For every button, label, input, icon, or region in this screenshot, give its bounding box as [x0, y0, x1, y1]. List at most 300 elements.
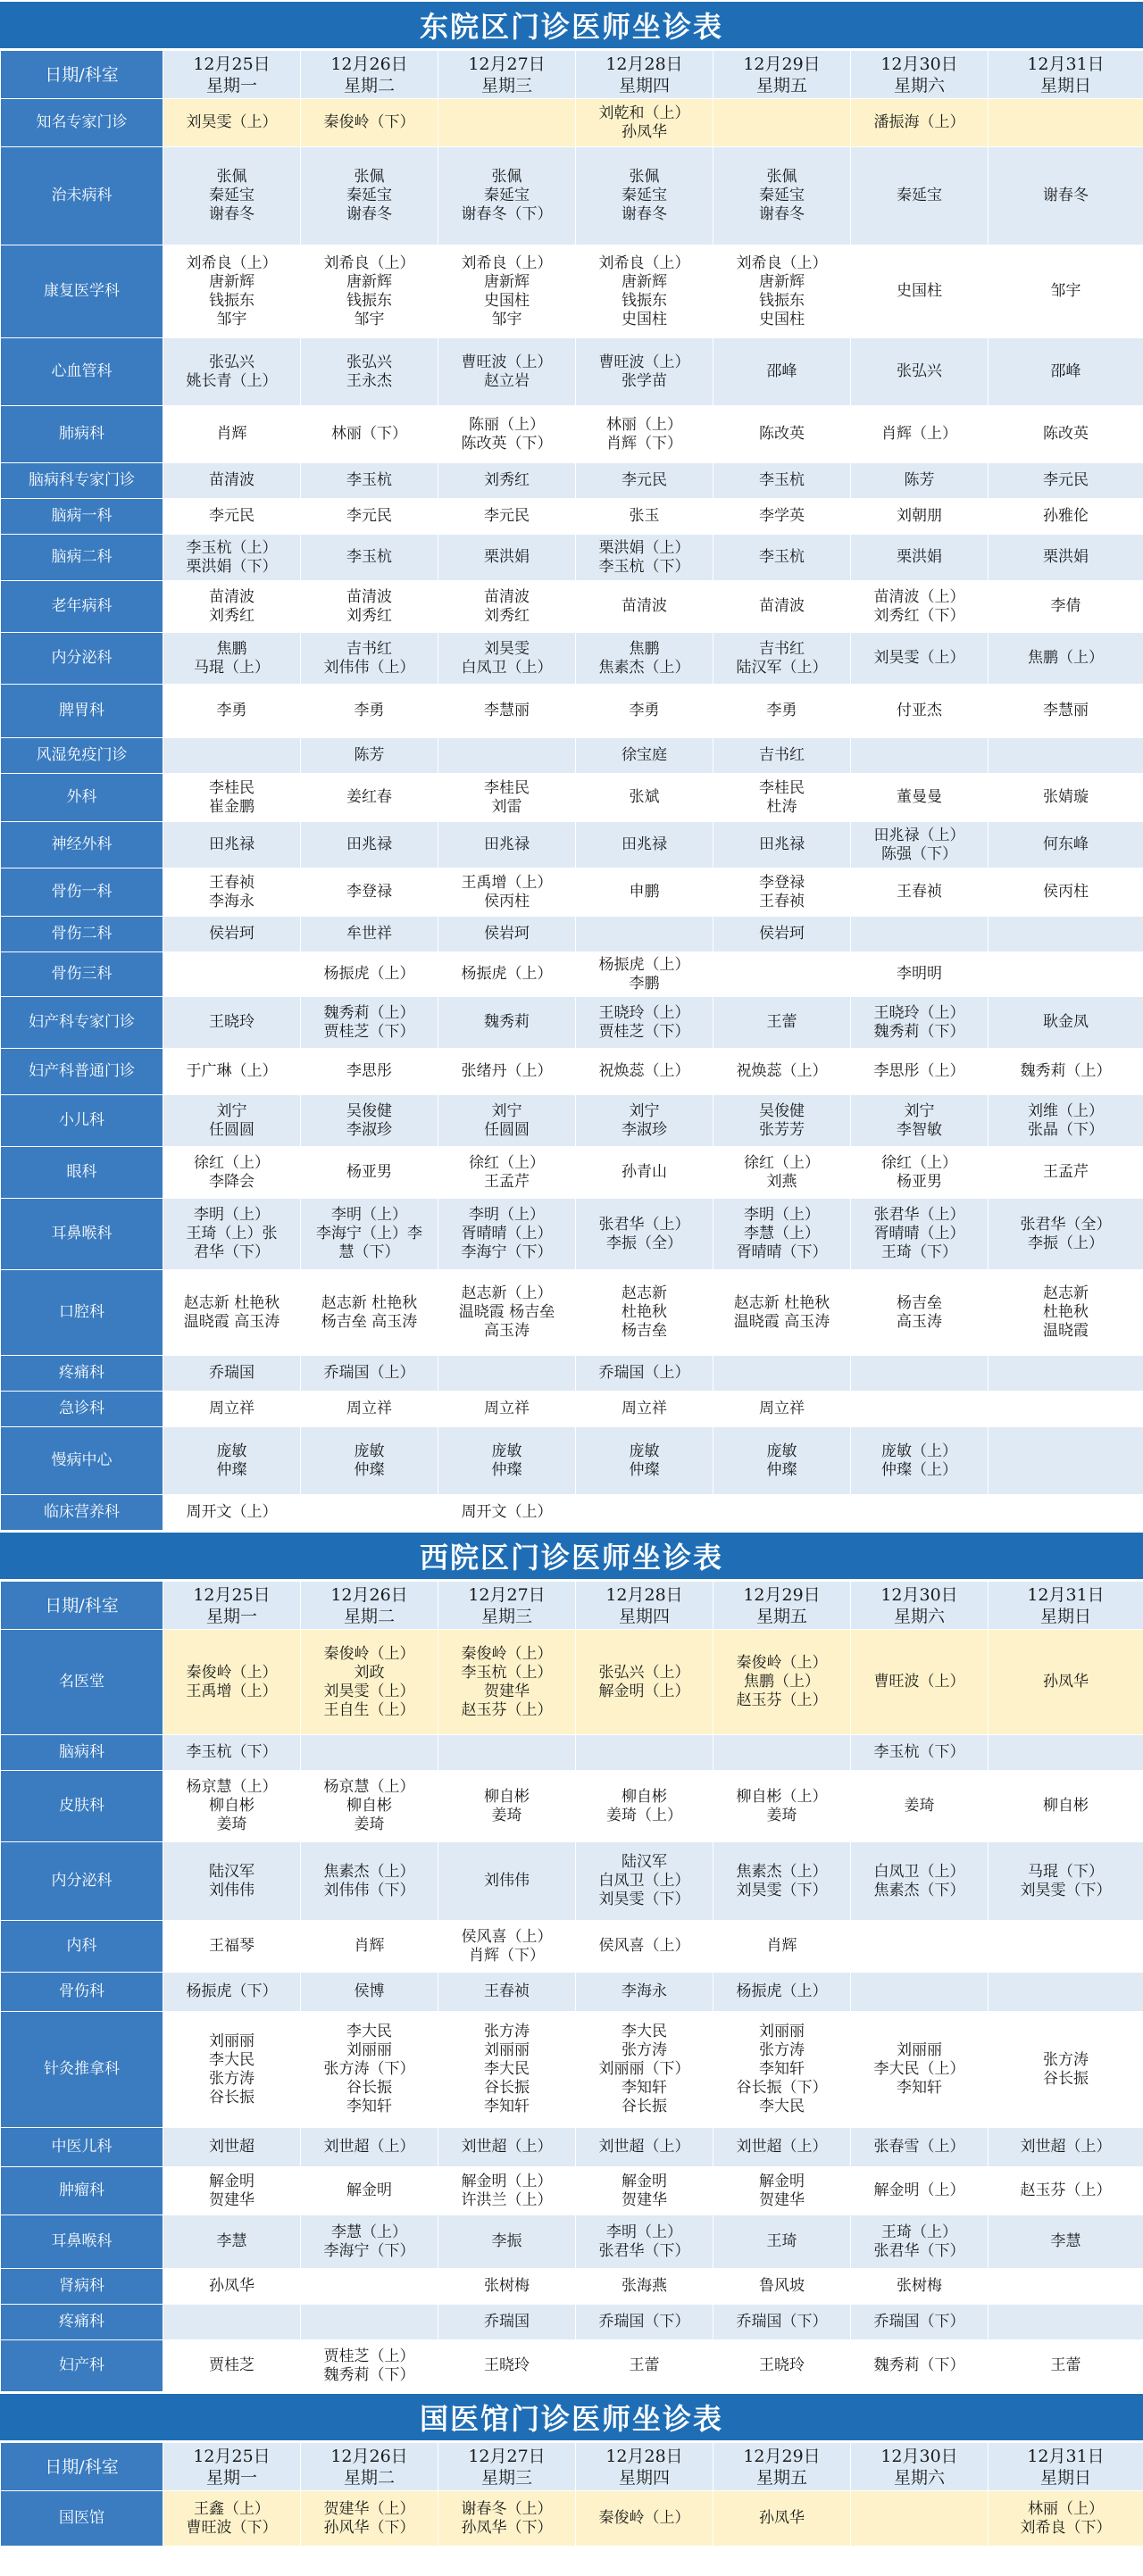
doctor-cell: 张玉: [576, 499, 713, 535]
doctor-cell: 刘希良（上） 唐新辉 钱振东 史国柱: [713, 245, 851, 338]
doctor-cell: 杨振虎（下）: [163, 1973, 301, 2012]
department-label: 妇产科普通门诊: [1, 1049, 163, 1095]
doctor-cell: 刘希良（上） 唐新辉 钱振东 史国柱: [576, 245, 713, 338]
doctor-cell: 刘希良（上） 唐新辉 钱振东 邹宇: [301, 245, 438, 338]
doctor-cell: 王春祯: [438, 1973, 576, 2012]
doctor-cell: 陈改英: [989, 406, 1143, 463]
doctor-cell: 孙凤华: [989, 1630, 1143, 1735]
doctor-cell: 刘希良（上） 唐新辉 史国柱 邹宇: [438, 245, 576, 338]
doctor-cell: 邵峰: [713, 338, 851, 406]
doctor-cell: 侯岩珂: [713, 917, 851, 952]
doctor-cell: 陈改英: [713, 406, 851, 463]
department-label: 小儿科: [1, 1095, 163, 1147]
doctor-cell: 孙青山: [576, 1147, 713, 1199]
doctor-cell: 祝焕蕊（上）: [576, 1049, 713, 1095]
doctor-cell: 李明（上） 李海宁（上）李 慧（下）: [301, 1199, 438, 1270]
department-label: 口腔科: [1, 1270, 163, 1356]
department-label: 眼科: [1, 1147, 163, 1199]
day-header: 12月29日 星期五: [713, 2443, 851, 2491]
doctor-cell: 李慧丽: [438, 685, 576, 738]
day-header: 12月26日 星期二: [301, 51, 438, 99]
table-row: [1, 2491, 1143, 2547]
header-row: [1, 2443, 1143, 2491]
doctor-cell: 解金明（上） 许洪兰（上）: [438, 2167, 576, 2215]
doctor-cell: 张君华（全） 李振（上）: [989, 1199, 1143, 1270]
doctor-cell: [851, 1495, 989, 1531]
table-row: [1, 2215, 1143, 2269]
doctor-cell: 周立祥: [713, 1392, 851, 1427]
doctor-cell: 田兆禄: [713, 822, 851, 868]
department-label: 针灸推拿科: [1, 2012, 163, 2128]
doctor-cell: 林丽（下）: [301, 406, 438, 463]
department-label: 脑病一科: [1, 499, 163, 535]
table-row: [1, 738, 1143, 774]
doctor-cell: 孙雅伦: [989, 499, 1143, 535]
doctor-cell: 李元民: [989, 463, 1143, 499]
department-label: 名医堂: [1, 1630, 163, 1735]
doctor-cell: 田兆禄: [576, 822, 713, 868]
department-label: 慢病中心: [1, 1427, 163, 1495]
doctor-cell: 刘昊雯（上）: [851, 633, 989, 685]
department-label: 骨伤三科: [1, 952, 163, 997]
doctor-cell: 耿金凤: [989, 997, 1143, 1049]
day-header: 12月29日 星期五: [713, 51, 851, 99]
department-label: 内科: [1, 1921, 163, 1973]
doctor-cell: 田兆禄（上） 陈强（下）: [851, 822, 989, 868]
doctor-cell: 曹旺波（上）: [851, 1630, 989, 1735]
doctor-cell: 董曼曼: [851, 774, 989, 822]
doctor-cell: 赵志新 杜艳秋 温晓霞 高玉涛: [163, 1270, 301, 1356]
doctor-cell: 张佩 秦延宝 谢春冬（下）: [438, 147, 576, 245]
doctor-cell: 李慧（上） 李海宁（下）: [301, 2215, 438, 2269]
doctor-cell: 吴俊健 李淑珍: [301, 1095, 438, 1147]
doctor-cell: 解金明 贺建华: [576, 2167, 713, 2215]
department-label: 脑病科: [1, 1735, 163, 1771]
doctor-cell: 陆汉军 刘伟伟: [163, 1842, 301, 1921]
doctor-cell: 王鑫（上） 曹旺波（下）: [163, 2491, 301, 2547]
department-label: 妇产科专家门诊: [1, 997, 163, 1049]
table-row: [1, 147, 1143, 245]
doctor-cell: 徐宝庭: [576, 738, 713, 774]
table-row: [1, 774, 1143, 822]
doctor-cell: 庞敏 仲璨: [301, 1427, 438, 1495]
doctor-cell: 张方涛 谷长振: [989, 2012, 1143, 2128]
day-header: 12月28日 星期四: [576, 2443, 713, 2491]
doctor-cell: 陈芳: [301, 738, 438, 774]
doctor-cell: 潘振海（上）: [851, 99, 989, 147]
day-header: 12月25日 星期一: [163, 1582, 301, 1630]
day-header: 12月30日 星期六: [851, 2443, 989, 2491]
doctor-cell: 侯风喜（上） 肖辉（下）: [438, 1921, 576, 1973]
doctor-cell: 赵玉芬（上）: [989, 2167, 1143, 2215]
header-label: 日期/科室: [1, 2443, 163, 2491]
table-row: [1, 1147, 1143, 1199]
doctor-cell: 魏秀莉: [438, 997, 576, 1049]
doctor-cell: 白凤卫（上） 焦素杰（下）: [851, 1842, 989, 1921]
doctor-cell: 刘秀红: [438, 463, 576, 499]
doctor-cell: 周立祥: [163, 1392, 301, 1427]
doctor-cell: 李玉杭（下）: [851, 1735, 989, 1771]
doctor-cell: 杨振虎（上）: [713, 1973, 851, 2012]
doctor-cell: 贾桂芝: [163, 2340, 301, 2392]
doctor-cell: [989, 1973, 1143, 2012]
department-label: 康复医学科: [1, 245, 163, 338]
doctor-cell: 乔瑞国（下）: [576, 2305, 713, 2340]
department-label: 脑病二科: [1, 535, 163, 581]
department-label: 肺病科: [1, 406, 163, 463]
table-row: [1, 1199, 1143, 1270]
doctor-cell: [438, 99, 576, 147]
doctor-cell: 刘世超（上）: [989, 2128, 1143, 2167]
doctor-cell: 王蕾: [576, 2340, 713, 2392]
doctor-cell: 徐红（上） 刘燕: [713, 1147, 851, 1199]
header-row: [1, 51, 1143, 99]
doctor-cell: 肖辉: [163, 406, 301, 463]
doctor-cell: 吴俊健 张芳芳: [713, 1095, 851, 1147]
doctor-cell: 肖辉（上）: [851, 406, 989, 463]
table-row: [1, 822, 1143, 868]
doctor-cell: 周立祥: [576, 1392, 713, 1427]
doctor-cell: 刘伟伟: [438, 1842, 576, 1921]
doctor-cell: 杨亚男: [301, 1147, 438, 1199]
doctor-cell: 张树梅: [851, 2269, 989, 2305]
doctor-cell: 刘世超（上）: [576, 2128, 713, 2167]
doctor-cell: 刘宁 任圆圆: [438, 1095, 576, 1147]
table-row: [1, 868, 1143, 917]
doctor-cell: 李大民 张方涛 刘丽丽（下） 李知轩 谷长振: [576, 2012, 713, 2128]
doctor-cell: 李大民 刘丽丽 张方涛（下） 谷长振 李知轩: [301, 2012, 438, 2128]
department-label: 骨伤一科: [1, 868, 163, 917]
doctor-cell: 牟世祥: [301, 917, 438, 952]
doctor-cell: 焦鹏 焦素杰（上）: [576, 633, 713, 685]
doctor-cell: 孙凤华: [713, 2491, 851, 2547]
doctor-cell: 王禹增（上） 侯丙柱: [438, 868, 576, 917]
doctor-cell: 秦俊岭（上） 李玉杭（上） 贺建华 赵玉芬（上）: [438, 1630, 576, 1735]
doctor-cell: 申鹏: [576, 868, 713, 917]
table-row: [1, 1921, 1143, 1973]
doctor-cell: 刘宁 李智敏: [851, 1095, 989, 1147]
table-row: [1, 1771, 1143, 1842]
doctor-cell: 田兆禄: [301, 822, 438, 868]
doctor-cell: 赵志新 杜艳秋 温晓霞: [989, 1270, 1143, 1356]
doctor-cell: 姜红春: [301, 774, 438, 822]
doctor-cell: 李明（上） 王琦（上）张 君华（下）: [163, 1199, 301, 1270]
department-label: 妇产科: [1, 2340, 163, 2392]
doctor-cell: 乔瑞国: [438, 2305, 576, 2340]
department-label: 心血管科: [1, 338, 163, 406]
doctor-cell: 田兆禄: [438, 822, 576, 868]
doctor-cell: 王孟芹: [989, 1147, 1143, 1199]
doctor-cell: 刘朝朋: [851, 499, 989, 535]
doctor-cell: 侯丙柱: [989, 868, 1143, 917]
doctor-cell: 王春祯: [851, 868, 989, 917]
doctor-cell: 张佩 秦延宝 谢春冬: [301, 147, 438, 245]
table-row: [1, 581, 1143, 633]
doctor-cell: 李慧: [163, 2215, 301, 2269]
table-row: [1, 1095, 1143, 1147]
doctor-cell: 李登禄: [301, 868, 438, 917]
doctor-cell: 王福琴: [163, 1921, 301, 1973]
doctor-cell: 吉书红 刘伟伟（上）: [301, 633, 438, 685]
doctor-cell: 乔瑞国: [163, 1356, 301, 1392]
day-header: 12月27日 星期三: [438, 2443, 576, 2491]
doctor-cell: 贺建华（上） 孙风华（下）: [301, 2491, 438, 2547]
table-row: [1, 2340, 1143, 2392]
doctor-cell: 栗洪娟: [851, 535, 989, 581]
doctor-cell: 王春祯 李海永: [163, 868, 301, 917]
doctor-cell: 李元民: [438, 499, 576, 535]
doctor-cell: 刘昊雯（上）: [163, 99, 301, 147]
doctor-cell: 李勇: [301, 685, 438, 738]
guoyiguan-section: [0, 2392, 1143, 2547]
table-row: [1, 2167, 1143, 2215]
day-header: 12月26日 星期二: [301, 1582, 438, 1630]
day-header: 12月31日 星期日: [989, 51, 1143, 99]
doctor-cell: 杨振虎（上）: [301, 952, 438, 997]
doctor-cell: 张君华（上） 胥晴晴（上） 王琦（下）: [851, 1199, 989, 1270]
table-row: [1, 2269, 1143, 2305]
header-row: [1, 1582, 1143, 1630]
doctor-cell: 栗洪娟: [989, 535, 1143, 581]
doctor-cell: 赵志新（上） 温晓霞 杨吉垒 高玉涛: [438, 1270, 576, 1356]
doctor-cell: 乔瑞国（下）: [851, 2305, 989, 2340]
doctor-cell: [989, 2269, 1143, 2305]
doctor-cell: 侯博: [301, 1973, 438, 2012]
doctor-cell: 李登禄 王春祯: [713, 868, 851, 917]
doctor-cell: 李元民: [163, 499, 301, 535]
day-header: 12月25日 星期一: [163, 51, 301, 99]
doctor-cell: 刘世超（上）: [438, 2128, 576, 2167]
doctor-cell: 刘希良（上） 唐新辉 钱振东 邹宇: [163, 245, 301, 338]
doctor-cell: 栗洪娟: [438, 535, 576, 581]
table-row: [1, 952, 1143, 997]
doctor-cell: 王晓玲（上） 魏秀莉（下）: [851, 997, 989, 1049]
department-label: 疼痛科: [1, 1356, 163, 1392]
doctor-cell: [576, 1735, 713, 1771]
department-label: 肾病科: [1, 2269, 163, 2305]
doctor-cell: [851, 2491, 989, 2547]
doctor-cell: 焦素杰（上） 刘伟伟（下）: [301, 1842, 438, 1921]
doctor-cell: 王晓玲: [438, 2340, 576, 2392]
doctor-cell: 周开文（上）: [163, 1495, 301, 1531]
doctor-cell: 李振: [438, 2215, 576, 2269]
doctor-cell: 王晓玲: [713, 2340, 851, 2392]
doctor-cell: 李慧: [989, 2215, 1143, 2269]
table-row: [1, 1270, 1143, 1356]
department-label: 肿瘤科: [1, 2167, 163, 2215]
doctor-cell: 秦俊岭（下）: [301, 99, 438, 147]
table-row: [1, 499, 1143, 535]
table-row: [1, 1495, 1143, 1531]
doctor-cell: [989, 917, 1143, 952]
doctor-cell: 苗清波: [163, 463, 301, 499]
doctor-cell: 李明（上） 李慧（上） 胥晴晴（下）: [713, 1199, 851, 1270]
doctor-cell: [713, 1735, 851, 1771]
doctor-cell: 张婧璇: [989, 774, 1143, 822]
doctor-cell: 李玉杭: [301, 463, 438, 499]
doctor-cell: 吉书红: [713, 738, 851, 774]
doctor-cell: 秦俊岭（上） 焦鹏（上） 赵玉芬（上）: [713, 1630, 851, 1735]
doctor-cell: [576, 917, 713, 952]
doctor-cell: [713, 952, 851, 997]
doctor-cell: 苗清波: [713, 581, 851, 633]
doctor-cell: 张斌: [576, 774, 713, 822]
doctor-cell: 陈芳: [851, 463, 989, 499]
doctor-cell: [576, 1495, 713, 1531]
doctor-cell: [989, 99, 1143, 147]
doctor-cell: 李玉杭: [713, 463, 851, 499]
doctor-cell: 张弘兴 王永杰: [301, 338, 438, 406]
department-label: 脑病科专家门诊: [1, 463, 163, 499]
doctor-cell: 乔瑞国（上）: [576, 1356, 713, 1392]
table-row: [1, 1427, 1143, 1495]
doctor-cell: 魏秀莉（上） 贾桂芝（下）: [301, 997, 438, 1049]
doctor-cell: 王蕾: [989, 2340, 1143, 2392]
doctor-cell: 解金明: [301, 2167, 438, 2215]
doctor-cell: 杨京慧（上） 柳自彬 姜琦: [301, 1771, 438, 1842]
department-label: 脾胃科: [1, 685, 163, 738]
department-label: 急诊科: [1, 1392, 163, 1427]
doctor-cell: 李玉杭: [301, 535, 438, 581]
doctor-cell: [989, 1427, 1143, 1495]
department-label: 耳鼻喉科: [1, 1199, 163, 1270]
doctor-cell: 乔瑞国（下）: [713, 2305, 851, 2340]
doctor-cell: 庞敏（上） 仲璨（上）: [851, 1427, 989, 1495]
doctor-cell: 张弘兴: [851, 338, 989, 406]
doctor-cell: 苗清波 刘秀红: [301, 581, 438, 633]
doctor-cell: 林丽（上） 肖辉（下）: [576, 406, 713, 463]
doctor-cell: 杨吉垒 高玉涛: [851, 1270, 989, 1356]
doctor-cell: 刘昊雯 白凤卫（上）: [438, 633, 576, 685]
doctor-cell: 马琨（下） 刘昊雯（下）: [989, 1842, 1143, 1921]
doctor-cell: 王琦: [713, 2215, 851, 2269]
doctor-cell: 王蕾: [713, 997, 851, 1049]
header-label: 日期/科室: [1, 51, 163, 99]
doctor-cell: 李思彤: [301, 1049, 438, 1095]
doctor-cell: 付亚杰: [851, 685, 989, 738]
department-label: 神经外科: [1, 822, 163, 868]
doctor-cell: 杨振虎（上）: [438, 952, 576, 997]
doctor-cell: 周立祥: [301, 1392, 438, 1427]
doctor-cell: [163, 738, 301, 774]
doctor-cell: 李元民: [576, 463, 713, 499]
department-label: 内分泌科: [1, 1842, 163, 1921]
table-row: [1, 1049, 1143, 1095]
doctor-cell: 焦鹏 马琨（上）: [163, 633, 301, 685]
day-header: 12月28日 星期四: [576, 51, 713, 99]
doctor-cell: 王琦（上） 张君华（下）: [851, 2215, 989, 2269]
doctor-cell: 李玉杭（下）: [163, 1735, 301, 1771]
doctor-cell: 李海永: [576, 1973, 713, 2012]
doctor-cell: 曹旺波（上） 赵立岩: [438, 338, 576, 406]
doctor-cell: 林丽（上） 刘希良（下）: [989, 2491, 1143, 2547]
doctor-cell: [301, 2269, 438, 2305]
doctor-cell: [851, 917, 989, 952]
doctor-cell: 于广琳（上）: [163, 1049, 301, 1095]
department-label: 知名专家门诊: [1, 99, 163, 147]
doctor-cell: 张弘兴（上） 解金明（上）: [576, 1630, 713, 1735]
doctor-cell: 李桂民 崔金鹏: [163, 774, 301, 822]
department-label: 治未病科: [1, 147, 163, 245]
doctor-cell: 李倩: [989, 581, 1143, 633]
doctor-cell: 姜琦: [851, 1771, 989, 1842]
table-row: [1, 2128, 1143, 2167]
doctor-cell: [163, 952, 301, 997]
doctor-cell: 张海燕: [576, 2269, 713, 2305]
department-label: 内分泌科: [1, 633, 163, 685]
doctor-cell: 王晓玲（上） 贾桂芝（下）: [576, 997, 713, 1049]
doctor-cell: [713, 1356, 851, 1392]
doctor-cell: 庞敏 仲璨: [576, 1427, 713, 1495]
day-header: 12月27日 星期三: [438, 1582, 576, 1630]
doctor-cell: 邹宇: [989, 245, 1143, 338]
doctor-cell: 魏秀莉（上）: [989, 1049, 1143, 1095]
doctor-cell: [989, 1735, 1143, 1771]
doctor-cell: 刘宁 李淑珍: [576, 1095, 713, 1147]
doctor-cell: 杨京慧（上） 柳自彬 姜琦: [163, 1771, 301, 1842]
doctor-cell: 秦俊岭（上） 王禹增（上）: [163, 1630, 301, 1735]
doctor-cell: 栗洪娟（上） 李玉杭（下）: [576, 535, 713, 581]
doctor-cell: 柳自彬 姜琦: [438, 1771, 576, 1842]
doctor-cell: 鲁风坡: [713, 2269, 851, 2305]
doctor-cell: 赵志新 杜艳秋 温晓霞 高玉涛: [713, 1270, 851, 1356]
doctor-cell: 刘宁 任圆圆: [163, 1095, 301, 1147]
doctor-cell: 乔瑞国（上）: [301, 1356, 438, 1392]
doctor-cell: 谢春冬: [989, 147, 1143, 245]
doctor-cell: 侯岩珂: [163, 917, 301, 952]
doctor-cell: 吉书红 陆汉军（上）: [713, 633, 851, 685]
doctor-cell: 解金明 贺建华: [713, 2167, 851, 2215]
doctor-cell: 谢春冬（上） 孙凤华（下）: [438, 2491, 576, 2547]
day-header: 12月30日 星期六: [851, 51, 989, 99]
doctor-cell: 史国柱: [851, 245, 989, 338]
doctor-cell: [438, 1735, 576, 1771]
department-label: 耳鼻喉科: [1, 2215, 163, 2269]
doctor-cell: 解金明（上）: [851, 2167, 989, 2215]
day-header: 12月27日 星期三: [438, 51, 576, 99]
department-label: 国医馆: [1, 2491, 163, 2547]
doctor-cell: 王晓玲: [163, 997, 301, 1049]
doctor-cell: 李明明: [851, 952, 989, 997]
department-label: 中医儿科: [1, 2128, 163, 2167]
table-row: [1, 1630, 1143, 1735]
day-header: 12月25日 星期一: [163, 2443, 301, 2491]
department-label: 疼痛科: [1, 2305, 163, 2340]
doctor-cell: 李慧丽: [989, 685, 1143, 738]
doctor-cell: 张弘兴 姚长青（上）: [163, 338, 301, 406]
doctor-cell: 魏秀莉（下）: [851, 2340, 989, 2392]
doctor-cell: [851, 1356, 989, 1392]
table-row: [1, 338, 1143, 406]
doctor-cell: [713, 1495, 851, 1531]
doctor-cell: [989, 952, 1143, 997]
doctor-cell: 刘世超（上）: [301, 2128, 438, 2167]
doctor-cell: [851, 1973, 989, 2012]
table-row: [1, 1973, 1143, 2012]
table-row: [1, 1392, 1143, 1427]
doctor-cell: 张君华（上） 李振（全）: [576, 1199, 713, 1270]
table-row: [1, 2305, 1143, 2340]
doctor-cell: 刘丽丽 李大民 张方涛 谷长振: [163, 2012, 301, 2128]
table-row: [1, 245, 1143, 338]
header-label: 日期/科室: [1, 1582, 163, 1630]
doctor-cell: 何东峰: [989, 822, 1143, 868]
doctor-cell: 李元民: [301, 499, 438, 535]
schedule-table: [0, 50, 1143, 1531]
doctor-cell: 苗清波: [576, 581, 713, 633]
day-header: 12月29日 星期五: [713, 1582, 851, 1630]
doctor-cell: 张绪丹（上）: [438, 1049, 576, 1095]
